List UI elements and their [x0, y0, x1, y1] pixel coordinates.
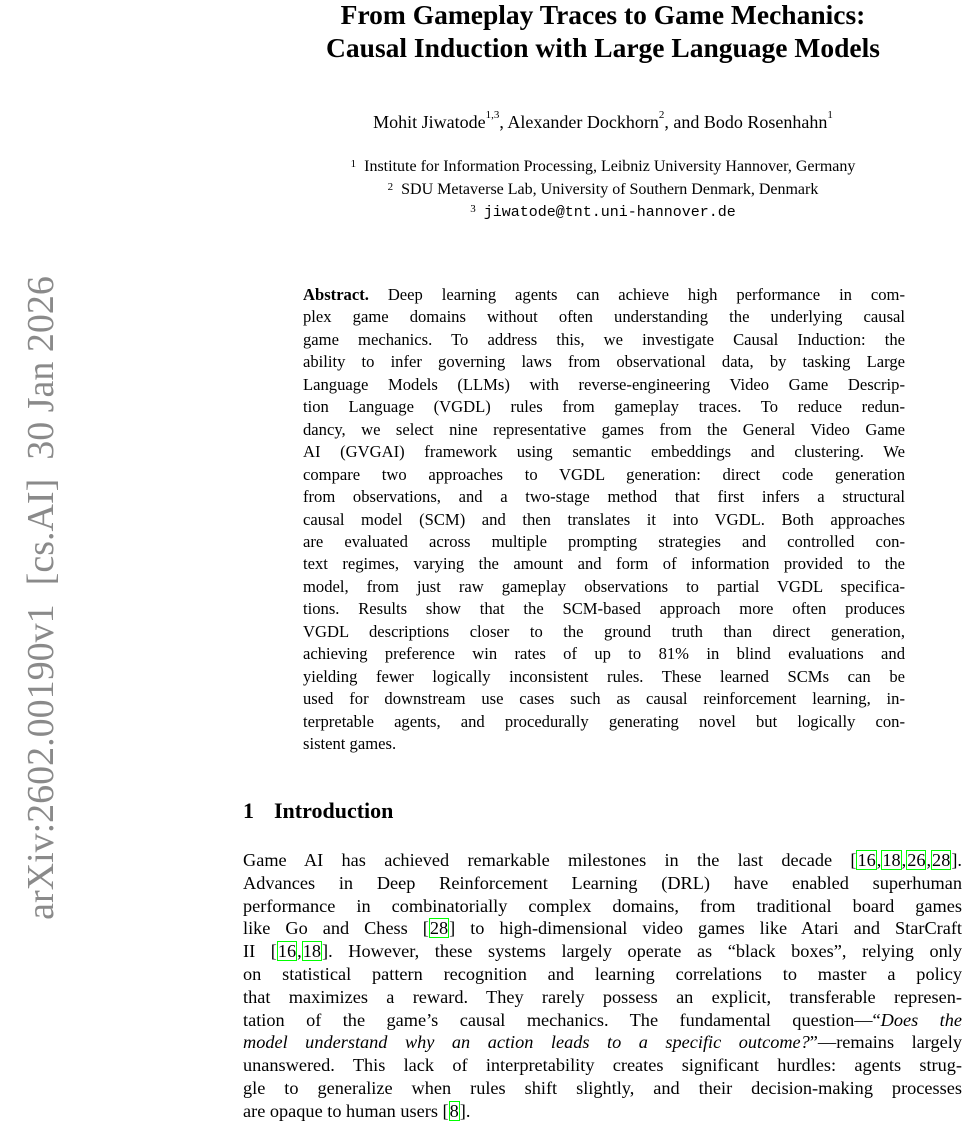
- text-line: [303, 329, 905, 351]
- text-run: are evaluated across multiple prompting strategies and controlled con-: [303, 531, 905, 551]
- title-line: From Gameplay Traces to Game Mechanics:: [340, 0, 866, 30]
- text-line: [243, 1054, 962, 1077]
- author-list: [240, 109, 964, 133]
- text-run: causal model (SCM) and then translates it into VGDL. Both approaches: [303, 509, 905, 529]
- citation-link[interactable]: 16: [277, 941, 297, 962]
- abstract-label: Abstract.: [303, 285, 369, 304]
- text-run: tation of the game’s causal mechanics. The fundamental question—“: [243, 1009, 881, 1030]
- text-line: [303, 598, 905, 620]
- arxiv-stamp: arXiv:2602.00190v1 [cs.AI] 30 Jan 2026: [20, 276, 62, 920]
- text-run: tions. Results show that the SCM-based approach more often produces: [303, 599, 905, 619]
- text-line: [243, 1031, 962, 1054]
- text-run: used for downstream use cases such as causal reinforcement learning, in-: [303, 689, 905, 709]
- section-heading: [243, 798, 393, 824]
- text-line: [303, 553, 905, 575]
- text-line: [303, 284, 905, 306]
- affiliation: [240, 201, 964, 225]
- text-line: [303, 509, 905, 531]
- text-line: [243, 986, 962, 1009]
- text-run: ] to high-dimensional video games like Atari and StarCraft: [449, 918, 963, 939]
- text-run: Game AI has achieved remarkable milestones in the last decade [: [243, 850, 857, 870]
- email-address: jiwatode@tnt.uni-hannover.de: [483, 204, 736, 221]
- text-run: II [: [243, 941, 277, 962]
- text-run: game mechanics. To address this, we investigate Causal Induction: the: [303, 329, 905, 349]
- text-line: [243, 1100, 962, 1123]
- text-line: [303, 374, 905, 396]
- affiliation-mark: 2: [387, 180, 394, 193]
- text-line: [303, 733, 905, 755]
- text-line: II [16,18]. However, these systems largely operate as “black boxes”, relying only: [243, 941, 962, 962]
- affiliation-text: SDU Metaverse Lab, University of Southern Denmark, Denmark: [401, 180, 819, 198]
- text-run: from observations, and a two-stage method that first infers a structural: [303, 487, 905, 507]
- author-separator: , and: [664, 112, 704, 132]
- text-run: Advances in Deep Reinforcement Learning (DRL) have enabled superhuman: [243, 872, 962, 893]
- text-line: [303, 306, 905, 328]
- text-run: plex game domains without often understanding the underlying causal: [303, 307, 905, 327]
- text-line: [243, 872, 962, 895]
- paper-title: [240, 0, 964, 64]
- text-run: terpretable agents, and procedurally generating novel but logically con-: [303, 711, 905, 731]
- text-run: performance in combinatorially complex domains, from traditional board games: [243, 895, 962, 916]
- text-line: [243, 1009, 962, 1032]
- section-number: 1: [243, 798, 254, 823]
- text-run: AI (GVGAI) framework using semantic embeddings and clustering. We: [303, 442, 905, 462]
- text-run: yielding fewer logically inconsistent rules. These learned SCMs can be: [303, 666, 905, 686]
- text-run: like Go and Chess [: [243, 918, 429, 939]
- citation-link[interactable]: 26: [907, 850, 926, 870]
- citation-link[interactable]: 18: [302, 941, 322, 962]
- text-line: [243, 895, 962, 918]
- text-run: model, from just raw gameplay observations to partial VGDL specifica-: [303, 576, 905, 596]
- abstract: [303, 284, 905, 756]
- text-line: [303, 441, 905, 463]
- text-line: [243, 917, 962, 940]
- text-run: ]. However, these systems largely operate as “black boxes”, relying only: [322, 941, 962, 962]
- introduction-body: [243, 849, 962, 1123]
- author-affiliation-mark: 1: [827, 109, 833, 121]
- emphasized-text: model understand why an action leads to a specific outcome?: [243, 1032, 810, 1053]
- affiliation-text: Institute for Information Processing, Leibniz University Hannover, Germany: [364, 158, 856, 175]
- text-line: [303, 419, 905, 441]
- author-affiliation-mark: 2: [658, 109, 665, 121]
- author-name: Alexander Dockhorn: [507, 112, 659, 132]
- text-line: [303, 351, 905, 373]
- text-line: [303, 464, 905, 486]
- text-run: that maximizes a reward. They rarely possess an explicit, transferable represen-: [243, 986, 962, 1007]
- text-run: compare two approaches to VGDL generation: direct code generation: [303, 464, 905, 484]
- text-run: ].: [951, 850, 962, 870]
- text-line: [303, 688, 905, 710]
- author-name: Mohit Jiwatode: [373, 112, 486, 132]
- text-run: sistent games.: [303, 734, 397, 754]
- text-line: [303, 486, 905, 508]
- text-run: gle to generalize when rules shift slightly, and their decision-making processes: [243, 1077, 962, 1098]
- text-line: [303, 711, 905, 733]
- text-run: are opaque to human users [: [243, 1100, 449, 1121]
- section-title: Introduction: [274, 798, 394, 823]
- text-line: [303, 621, 905, 643]
- author-separator: ,: [499, 112, 508, 132]
- text-line: [243, 963, 962, 986]
- text-run: text regimes, varying the amount and form of information provided to the: [303, 554, 905, 574]
- text-run: on statistical pattern recognition and learning correlations to master a policy: [243, 963, 962, 984]
- text-run: ability to infer governing laws from observational data, by tasking Large: [303, 352, 905, 372]
- text-line: [303, 576, 905, 598]
- text-run: ”—remains largely: [809, 1032, 962, 1053]
- affiliation: [240, 156, 964, 179]
- text-run: ].: [459, 1100, 471, 1121]
- affiliations: [240, 156, 964, 225]
- emphasized-text: Does the: [880, 1009, 962, 1030]
- affiliation-mark: 3: [470, 203, 476, 215]
- text-run: Language Models (LLMs) with reverse-engineering Video Game Descrip-: [303, 374, 905, 394]
- text-run: achieving preference win rates of up to 81% in blind evaluations and: [303, 644, 905, 664]
- author-affiliation-mark: 1,3: [485, 109, 500, 121]
- citation-link[interactable]: 28: [429, 918, 449, 939]
- text-run: tion Language (VGDL) rules from gameplay traces. To reduce redun-: [303, 397, 905, 417]
- citation-link[interactable]: 18: [882, 850, 901, 870]
- text-run: unanswered. This lack of interpretability creates significant hurdles: agents strug-: [243, 1055, 962, 1076]
- text-run: Deep learning agents can achieve high performance in com-: [368, 285, 905, 304]
- citation-link[interactable]: 28: [932, 850, 951, 870]
- author-name: Bodo Rosenhahn: [703, 112, 828, 132]
- citation-link[interactable]: 8: [449, 1100, 459, 1121]
- text-line: [303, 643, 905, 665]
- title-line: Causal Induction with Large Language Models: [326, 32, 880, 63]
- citation-link[interactable]: 16: [857, 850, 876, 870]
- affiliation-mark: 1: [350, 158, 357, 170]
- text-run: VGDL descriptions closer to the ground truth than direct generation,: [303, 621, 905, 641]
- text-line: Game AI has achieved remarkable milestones in the last decade [16,18,26,28].: [243, 850, 962, 870]
- affiliation: [240, 179, 964, 202]
- text-run: dancy, we select nine representative games from the General Video Game: [303, 419, 905, 439]
- text-line: [303, 666, 905, 688]
- text-line: [303, 396, 905, 418]
- text-line: [243, 1077, 962, 1100]
- text-line: [303, 531, 905, 553]
